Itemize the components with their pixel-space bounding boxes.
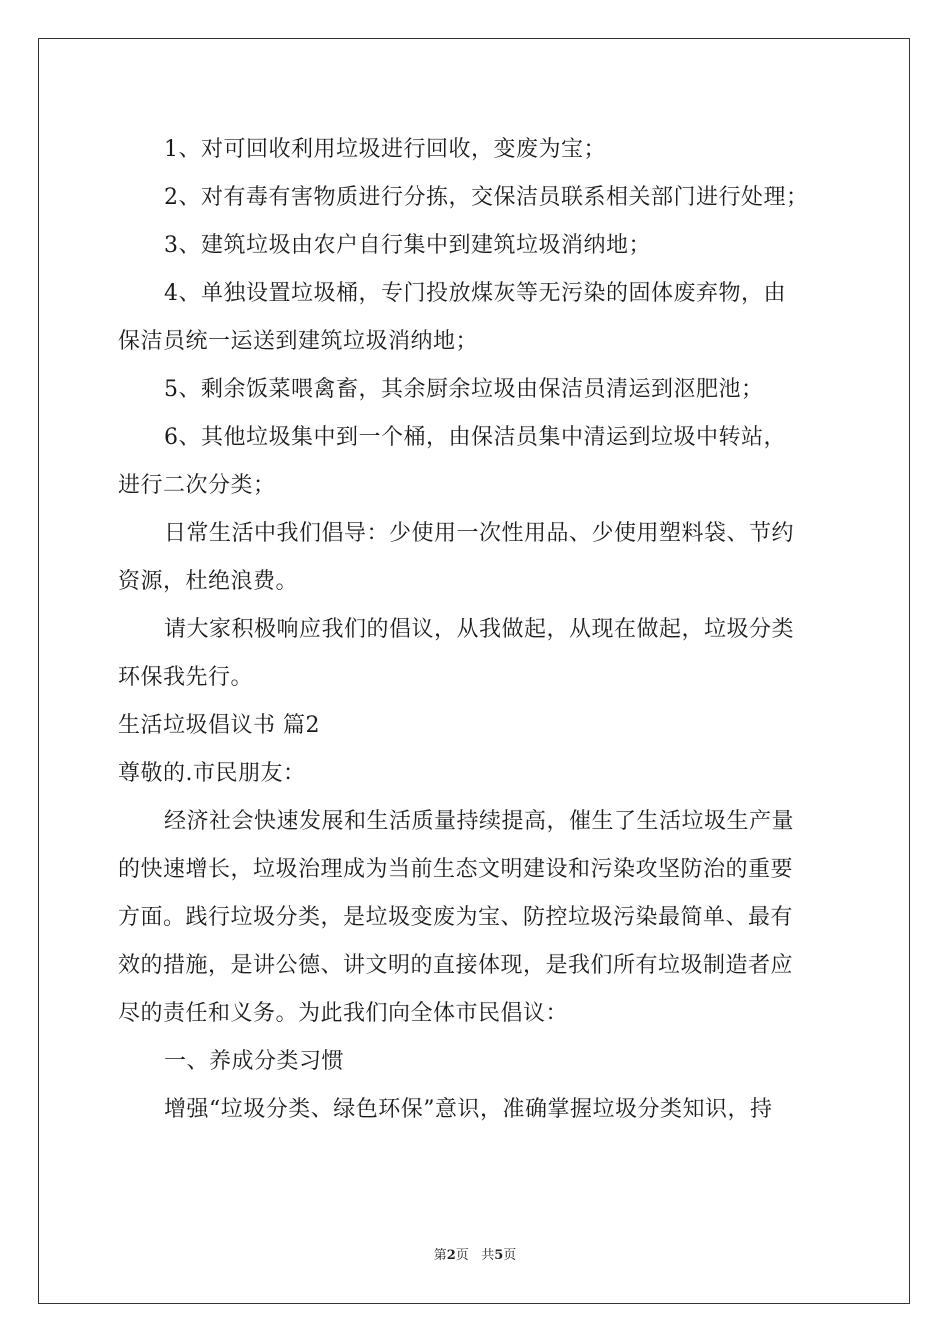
document-body <box>118 126 834 1134</box>
section-heading: 生活垃圾倡议书 篇2 <box>118 713 320 738</box>
paragraph-line: 6、其他垃圾集中到一个桶，由保洁员集中清运到垃圾中转站， <box>164 425 786 450</box>
paragraph-line: 3、建筑垃圾由农户自行集中到建筑垃圾消纳地； <box>164 233 651 258</box>
paragraph-line: 保洁员统一运送到建筑垃圾消纳地； <box>118 329 479 354</box>
paragraph-line: 5、剩余饭菜喂禽畜，其余厨余垃圾由保洁员清运到沤肥池； <box>164 377 764 402</box>
paragraph-line: 1、对可回收利用垃圾进行回收，变废为宝； <box>164 137 606 162</box>
paragraph-line: 经济社会快速发展和生活质量持续提高，催生了生活垃圾生产量 <box>164 809 795 834</box>
page-suffix: 页 <box>455 1248 469 1263</box>
total-suffix: 页 <box>503 1248 517 1263</box>
paragraph-line: 的快速增长，垃圾治理成为当前生态文明建设和污染攻坚防治的重要 <box>118 857 794 882</box>
page-prefix: 第 <box>433 1248 447 1263</box>
subsection-heading: 一、养成分类习惯 <box>164 1049 345 1074</box>
paragraph-line: 进行二次分类； <box>118 473 276 498</box>
paragraph-line: 请大家积极响应我们的倡议，从我做起，从现在做起，垃圾分类 <box>164 617 795 642</box>
paragraph-line: 2、对有毒有害物质进行分拣，交保洁员联系相关部门进行处理； <box>164 185 809 210</box>
page-total: 5 <box>494 1248 504 1263</box>
page-current: 2 <box>446 1248 456 1263</box>
paragraph-line: 方面。践行垃圾分类，是垃圾变废为宝、防控垃圾污染最简单、最有 <box>118 905 794 930</box>
paragraph-line: 尽的责任和义务。为此我们向全体市民倡议： <box>118 1001 569 1026</box>
paragraph-line: 增强“垃圾分类、绿色环保”意识，准确掌握垃圾分类知识，持 <box>164 1097 773 1122</box>
paragraph-line: 日常生活中我们倡导：少使用一次性用品、少使用塑料袋、节约 <box>164 521 795 546</box>
page-footer <box>0 1244 950 1263</box>
salutation: 尊敬的.市民朋友： <box>118 761 306 786</box>
total-prefix: 共 <box>481 1248 495 1263</box>
paragraph-line: 环保我先行。 <box>118 665 254 690</box>
paragraph-line: 4、单独设置垃圾桶，专门投放煤灰等无污染的固体废弃物，由 <box>164 281 786 306</box>
paragraph-line: 资源，杜绝浪费。 <box>118 569 299 594</box>
paragraph-line: 效的措施，是讲公德、讲文明的直接体现，是我们所有垃圾制造者应 <box>118 953 794 978</box>
